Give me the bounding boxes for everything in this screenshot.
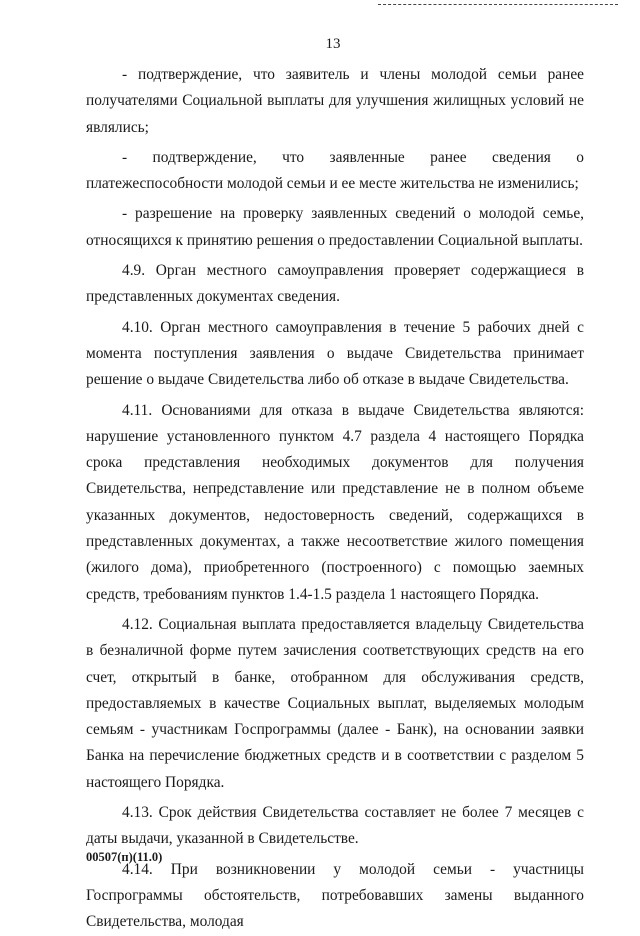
paragraph-4-14: 4.14. При возникновении у молодой семьи - участницы Госпрограммы обстоятельств, потребовавших замены выданного Свидетельства, молодая xyxy=(86,860,584,931)
paragraph-4-9: 4.9. Орган местного самоуправления проверяет содержащиеся в представленных документах сведения. xyxy=(86,262,584,306)
paragraph-permission-check: - разрешение на проверку заявленных сведений о молодой семье, относящихся к принятию решения о предоставлении Социальной выплаты. xyxy=(86,205,584,249)
paragraph-4-10: 4.10. Орган местного самоуправления в течение 5 рабочих дней с момента поступления заявления о выдаче Свидетельства принимает решение о выдаче Свидетельства либо об отказе в выдаче Свидетельства. xyxy=(86,318,584,389)
paragraph-4-12: 4.12. Социальная выплата предоставляется владельцу Свидетельства в безналичной форме путем зачисления соответствующих средств на его счет, открытый в банке, отобранном для обслуживания средств, предоставляемых в качестве Социальных выплат, выделяемых молодым семьям - участникам Госпрограммы (далее - Банк), на основании заявки Банка на перечисление бюджетных средств и в соответствии с разделом 5 настоящего Порядка. xyxy=(86,615,584,791)
paragraph-confirmation-unchanged: - подтверждение, что заявленные ранее сведения о платежеспособности молодой семьи и ее месте жительства не изменились; xyxy=(86,148,584,193)
footer-document-code: 00507(п)(11.0) xyxy=(86,850,163,864)
paragraph-confirmation-not-recipients: - подтверждение, что заявитель и члены молодой семьи ранее получателями Социальной выплаты для улучшения жилищных условий не являлись; xyxy=(86,66,584,136)
paragraph-4-11: 4.11. Основаниями для отказа в выдаче Свидетельства являются: нарушение установленного пунктом 4.7 раздела 4 настоящего Порядка срока представления необходимых документов для получения Свидетельства, непредставление или представление не в полном объеме указанных документов, недостоверность сведений, содержащихся в представленных документах, а также несоответствие жилого помещения (жилого дома), приобретенного (построенного) с помощью заемных средств, требованиям пунктов 1.4-1.5 раздела 1 настоящего Порядка. xyxy=(86,401,584,603)
top-edge-rule xyxy=(378,4,618,5)
paragraph-4-13: 4.13. Срок действия Свидетельства составляет не более 7 месяцев с даты выдачи, указанной в Свидетельстве. xyxy=(86,804,584,848)
page-number: 13 xyxy=(325,36,341,52)
document-body xyxy=(86,62,584,936)
